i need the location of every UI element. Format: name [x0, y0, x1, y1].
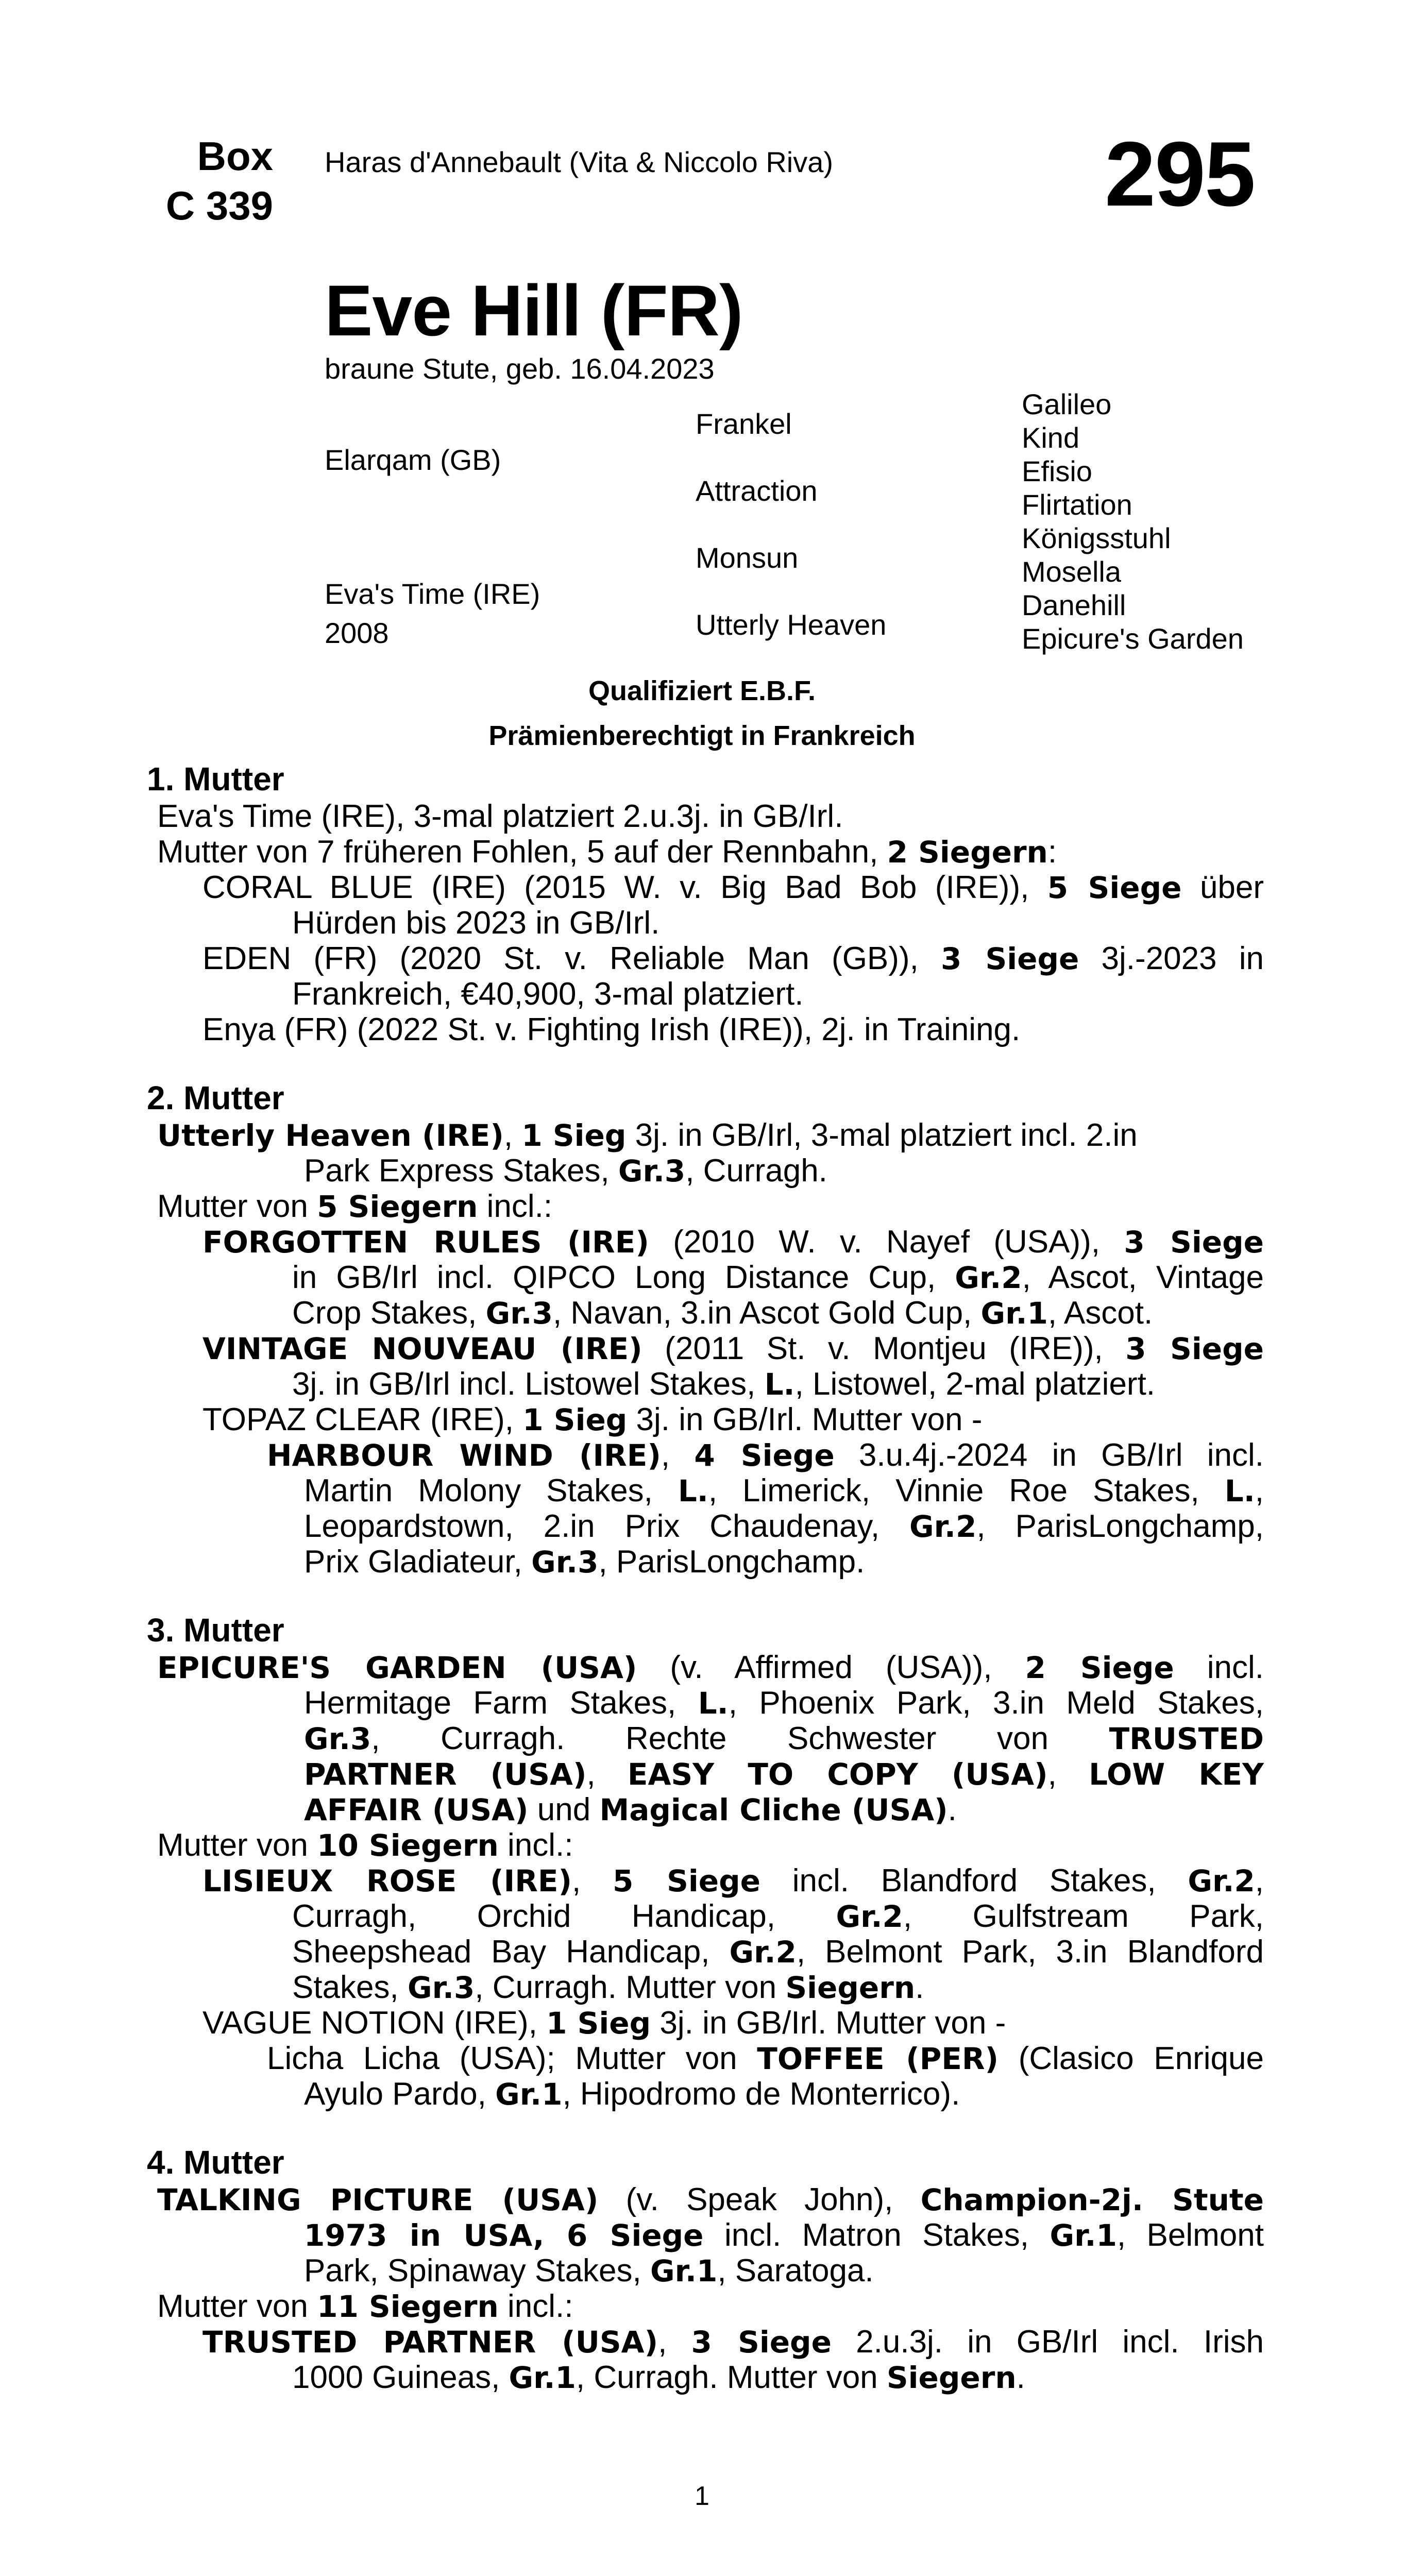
dam-entry	[157, 2182, 1264, 2218]
text: , Belmont	[1117, 2217, 1264, 2253]
text: ,	[658, 2324, 691, 2360]
entry-continuation	[304, 2217, 1264, 2253]
text: , Gulfstream Park,	[903, 1899, 1264, 1934]
text: , ParisLongchamp,	[976, 1509, 1264, 1544]
entry-continuation	[304, 1153, 827, 1189]
entry-continuation	[292, 1366, 1155, 1402]
text: Mutter von	[157, 2289, 317, 2324]
bold-text: Gr.1	[509, 2360, 576, 2395]
bold-text: 1 Sieg	[546, 2006, 651, 2041]
entry-line	[292, 1899, 1264, 1935]
text: in GB/Irl incl. QIPCO Long Distance Cup,	[292, 1260, 955, 1295]
entry-line	[292, 1260, 1264, 1296]
bold-text: Gr.1	[650, 2253, 718, 2289]
bold-text: TOFFEE (PER)	[757, 2041, 999, 2076]
bold-text: 2 Siege	[1025, 1650, 1174, 1685]
text: Curragh, Orchid Handicap,	[292, 1899, 836, 1934]
entry-continuation	[292, 2360, 1025, 2396]
pedigree-dam-year: 2008	[325, 617, 389, 649]
section-heading: 2. Mutter	[147, 1079, 284, 1116]
pedigree-g3-item: Epicure's Garden	[1022, 622, 1244, 655]
pedigree-sire-sire: Frankel	[696, 408, 792, 440]
produce-entry	[202, 2324, 1264, 2360]
entry-continuation	[292, 1899, 1264, 1935]
entry-line	[304, 2217, 1264, 2253]
produce-entry: Enya (FR) (2022 St. v. Fighting Irish (IRE)), 2j. in Training.	[202, 1012, 1021, 1047]
pedigree-sire-dam: Attraction	[696, 474, 818, 507]
text: Leopardstown, 2.in Prix Chaudenay,	[304, 1509, 909, 1544]
entry-line	[304, 1756, 1264, 1792]
text: , Curragh. Rechte Schwester von	[371, 1721, 1109, 1756]
entry-line	[202, 2324, 1264, 2360]
bold-text: Gr.2	[955, 1260, 1022, 1295]
bold-text: 1 Sieg	[521, 1118, 627, 1153]
text: über	[1181, 870, 1264, 905]
text: ,	[1255, 1863, 1264, 1899]
bold-text: Gr.3	[485, 1296, 553, 1331]
bold-text: Gr.1	[980, 1296, 1048, 1331]
pedigree-third-generation	[1022, 387, 1244, 655]
pedigree-sire: Elarqam (GB)	[325, 444, 501, 476]
entry-continuation	[304, 2253, 874, 2289]
entry-line	[304, 1721, 1264, 1757]
text: , Ascot.	[1047, 1295, 1153, 1331]
consignor: Haras d'Annebault (Vita & Niccolo Riva)	[325, 146, 833, 178]
entry-line	[304, 1473, 1264, 1509]
entry-continuation: Frankreich, €40,900, 3-mal platziert.	[292, 976, 804, 1012]
bold-text: L.	[678, 1473, 708, 1509]
text: , Belmont Park, 3.in Blandford	[796, 1934, 1264, 1970]
entry-continuation	[304, 1721, 1264, 1757]
box-number	[139, 131, 273, 230]
text: , Phoenix Park, 3.in Meld Stakes,	[728, 1685, 1264, 1721]
text: Park Express Stakes,	[304, 1153, 618, 1189]
text: ,	[572, 1863, 613, 1899]
page-number: 1	[695, 2481, 709, 2511]
text: ,	[586, 1756, 628, 1792]
produce-entry	[202, 2005, 1006, 2041]
text: incl.:	[498, 1827, 573, 1863]
entry-line	[157, 1650, 1264, 1686]
bold-text: Gr.3	[304, 1721, 371, 1756]
text: , Navan, 3.in Ascot Gold Cup,	[552, 1295, 981, 1331]
text: incl.:	[478, 1189, 553, 1224]
dam-entry	[157, 1650, 1264, 1686]
produce-entry	[202, 1224, 1264, 1260]
produce-entry	[202, 941, 1264, 977]
bold-text: L.	[764, 1367, 795, 1402]
text: incl.	[1174, 1650, 1264, 1685]
text: , Limerick, Vinnie Roe Stakes,	[708, 1473, 1225, 1509]
text: Hermitage Farm Stakes,	[304, 1685, 698, 1721]
text: , ParisLongchamp.	[598, 1544, 865, 1580]
text: 2.u.3j. in GB/Irl incl. Irish	[831, 2324, 1264, 2360]
bold-text: LISIEUX ROSE (IRE)	[202, 1863, 572, 1899]
qualification-ebf: Qualifiziert E.B.F.	[588, 675, 816, 706]
text: TOPAZ CLEAR (IRE),	[202, 1402, 523, 1437]
bold-text: 2 Siegern	[887, 835, 1048, 870]
dam-summary	[157, 799, 843, 834]
text: ,	[1255, 1473, 1264, 1509]
bold-text: AFFAIR (USA)	[304, 1792, 529, 1827]
entry-continuation	[304, 2076, 960, 2112]
bold-text: Magical Cliche (USA)	[599, 1792, 948, 1827]
entry-line	[157, 2182, 1264, 2218]
bold-text: Siegern	[886, 2360, 1017, 2395]
text: Sheepshead Bay Handicap,	[292, 1934, 730, 1970]
box-label: Box	[197, 133, 273, 179]
bold-text: 11 Siegern	[317, 2289, 499, 2324]
bold-text: EASY TO COPY (USA)	[627, 1757, 1048, 1792]
text: Mutter von	[157, 1827, 317, 1863]
text: EDEN (FR) (2020 St. v. Reliable Man (GB)),	[202, 941, 941, 976]
bold-text: Champion-2j. Stute	[920, 2182, 1264, 2217]
text: Prix Gladiateur,	[304, 1544, 532, 1580]
bold-text: Gr.3	[618, 1154, 686, 1189]
bold-text: TALKING PICTURE (USA)	[157, 2182, 599, 2217]
text: ,	[661, 1437, 695, 1473]
entry-line	[202, 1224, 1264, 1260]
text: Park, Spinaway Stakes,	[304, 2253, 650, 2289]
bold-text: Gr.3	[531, 1545, 599, 1580]
bold-text: L.	[698, 1686, 729, 1721]
text: Licha Licha (USA); Mutter von	[267, 2041, 757, 2076]
produce-summary	[157, 2289, 573, 2325]
produce-entry	[202, 1863, 1264, 1899]
bold-text: HARBOUR WIND (IRE)	[267, 1438, 661, 1473]
section-heading: 4. Mutter	[147, 2144, 284, 2181]
text: VAGUE NOTION (IRE),	[202, 2005, 547, 2041]
dam-entry	[157, 1117, 1138, 1154]
grandproduce-entry	[267, 2041, 1264, 2077]
entry-continuation	[292, 1295, 1153, 1331]
text: ,	[503, 1117, 522, 1153]
entry-continuation	[304, 1685, 1264, 1721]
text: ,	[1047, 1756, 1089, 1792]
qualification-france: Prämienberechtigt in Frankreich	[488, 720, 916, 751]
pedigree-g3-item: Efisio	[1022, 455, 1092, 487]
horse-name: Eve Hill (FR)	[325, 270, 743, 351]
text: .	[915, 1970, 924, 2005]
bold-text: Gr.2	[909, 1509, 977, 1544]
bold-text: Gr.3	[408, 1970, 475, 2005]
text: (2011 St. v. Montjeu (IRE)),	[642, 1331, 1126, 1366]
bold-text: LOW KEY	[1089, 1757, 1264, 1792]
pedigree-g3-item: Danehill	[1022, 589, 1126, 621]
bold-text: 3 Siege	[1125, 1331, 1264, 1366]
text: .	[948, 1792, 957, 1827]
entry-continuation	[304, 1792, 957, 1828]
produce-entry	[202, 870, 1264, 906]
pedigree-g3-item: Galileo	[1022, 388, 1112, 420]
pedigree-g3-item: Flirtation	[1022, 488, 1132, 521]
pedigree-dam-dam: Utterly Heaven	[696, 608, 887, 641]
entry-continuation	[292, 1934, 1264, 1970]
text: incl. Matron Stakes,	[703, 2217, 1050, 2253]
text: Crop Stakes,	[292, 1295, 486, 1331]
box-stall: C 339	[165, 183, 273, 228]
text: 3j. in GB/Irl. Mutter von -	[651, 2005, 1006, 2041]
bold-text: Gr.2	[1188, 1863, 1255, 1899]
text: , Listowel, 2-mal platziert.	[794, 1366, 1156, 1402]
entry-line	[304, 1509, 1264, 1545]
text: Ayulo Pardo,	[304, 2076, 496, 2112]
text: , Curragh.	[685, 1153, 827, 1189]
entry-continuation	[304, 1756, 1264, 1792]
text: :	[1047, 834, 1057, 870]
entry-line	[267, 1437, 1264, 1473]
section-heading: 3. Mutter	[147, 1612, 284, 1649]
text: Martin Molony Stakes,	[304, 1473, 678, 1509]
text: Mutter von	[157, 1189, 317, 1224]
bold-text: FORGOTTEN RULES (IRE)	[202, 1225, 649, 1260]
bold-text: 1 Sieg	[522, 1402, 628, 1437]
text: Stakes,	[292, 1970, 408, 2005]
text: , Hipodromo de Monterrico).	[562, 2076, 960, 2112]
bold-text: Gr.2	[729, 1935, 797, 1970]
bold-text: TRUSTED	[1109, 1721, 1264, 1756]
entry-line	[202, 941, 1264, 977]
text: Mutter von 7 früheren Fohlen, 5 auf der Rennbahn,	[157, 834, 887, 870]
bold-text: 10 Siegern	[317, 1828, 499, 1863]
bold-text: 3 Siege	[940, 941, 1079, 976]
text: , Saratoga.	[717, 2253, 874, 2289]
text: 1000 Guineas,	[292, 2360, 509, 2395]
text: 3j. in GB/Irl incl. Listowel Stakes,	[292, 1366, 765, 1402]
text: , Ascot, Vintage	[1022, 1260, 1264, 1295]
text: 3j. in GB/Irl, 3-mal platziert incl. 2.in	[626, 1117, 1138, 1153]
text: incl. Blandford Stakes,	[760, 1863, 1188, 1899]
bold-text: 4 Siege	[694, 1438, 835, 1473]
bold-text: TRUSTED PARTNER (USA)	[202, 2325, 658, 2360]
text: (Clasico Enrique	[999, 2041, 1264, 2076]
produce-summary	[157, 834, 1057, 870]
pedigree-g3-item: Königsstuhl	[1022, 522, 1171, 554]
entry-continuation	[304, 1509, 1264, 1545]
text: CORAL BLUE (IRE) (2015 W. v. Big Bad Bob (IRE)),	[202, 870, 1047, 905]
entry-continuation	[304, 1544, 865, 1580]
text: , Curragh. Mutter von	[475, 1970, 786, 2005]
entry-continuation: Hürden bis 2023 in GB/Irl.	[292, 905, 660, 941]
entry-continuation	[292, 1260, 1264, 1296]
section-heading: 1. Mutter	[147, 760, 284, 798]
text: (2010 W. v. Nayef (USA)),	[649, 1224, 1124, 1260]
bold-text: 3 Siege	[1124, 1225, 1264, 1260]
bold-text: EPICURE'S GARDEN (USA)	[157, 1650, 637, 1685]
entry-line	[202, 870, 1264, 906]
bold-text: 1973 in USA, 6 Siege	[304, 2218, 704, 2253]
pedigree-g3-item: Mosella	[1022, 555, 1121, 588]
entry-line	[202, 1863, 1264, 1899]
text: Eva's Time (IRE), 3-mal platziert 2.u.3j. in GB/Irl.	[157, 799, 843, 834]
text: und	[528, 1792, 600, 1827]
bold-text: PARTNER (USA)	[304, 1757, 587, 1792]
horse-description: braune Stute, geb. 16.04.2023	[325, 352, 715, 385]
grandproduce-entry	[267, 1437, 1264, 1473]
bold-text: Gr.2	[836, 1899, 903, 1934]
bold-text: Utterly Heaven (IRE)	[157, 1118, 504, 1153]
bold-text: 5 Siegern	[317, 1189, 478, 1224]
text: (v. Speak John),	[598, 2182, 921, 2217]
produce-entry	[202, 1331, 1264, 1367]
text: 3.u.4j.-2024 in GB/Irl incl.	[834, 1437, 1264, 1473]
pedigree-dam-sire: Monsun	[696, 541, 799, 574]
bold-text: Gr.1	[495, 2077, 563, 2112]
entry-line	[304, 1685, 1264, 1721]
lot-number: 295	[1105, 123, 1255, 225]
entry-line	[267, 2041, 1264, 2077]
bold-text: Siegern	[785, 1970, 916, 2005]
produce-entry	[202, 1402, 982, 1438]
bold-text: 5 Siege	[1047, 870, 1182, 905]
bold-text: VINTAGE NOUVEAU (IRE)	[202, 1331, 642, 1366]
pedigree-g3-item: Kind	[1022, 421, 1080, 454]
bold-text: Gr.1	[1050, 2218, 1117, 2253]
produce-summary	[157, 1827, 573, 1863]
entry-continuation	[304, 1473, 1264, 1509]
entry-continuation	[292, 1970, 924, 2006]
entry-line	[202, 1331, 1264, 1367]
produce-summary	[157, 1189, 552, 1225]
text: (v. Affirmed (USA)),	[637, 1650, 1025, 1685]
entry-line	[292, 1934, 1264, 1970]
text: 3j. in GB/Irl. Mutter von -	[627, 1402, 983, 1437]
text: .	[1016, 2360, 1025, 2395]
text: incl.:	[498, 2289, 573, 2324]
text: , Curragh. Mutter von	[576, 2360, 887, 2395]
bold-text: 3 Siege	[691, 2325, 832, 2360]
bold-text: 5 Siege	[613, 1863, 760, 1899]
pedigree-dam: Eva's Time (IRE)	[325, 578, 540, 610]
bold-text: L.	[1224, 1473, 1255, 1509]
text: 3j.-2023 in	[1079, 941, 1264, 976]
